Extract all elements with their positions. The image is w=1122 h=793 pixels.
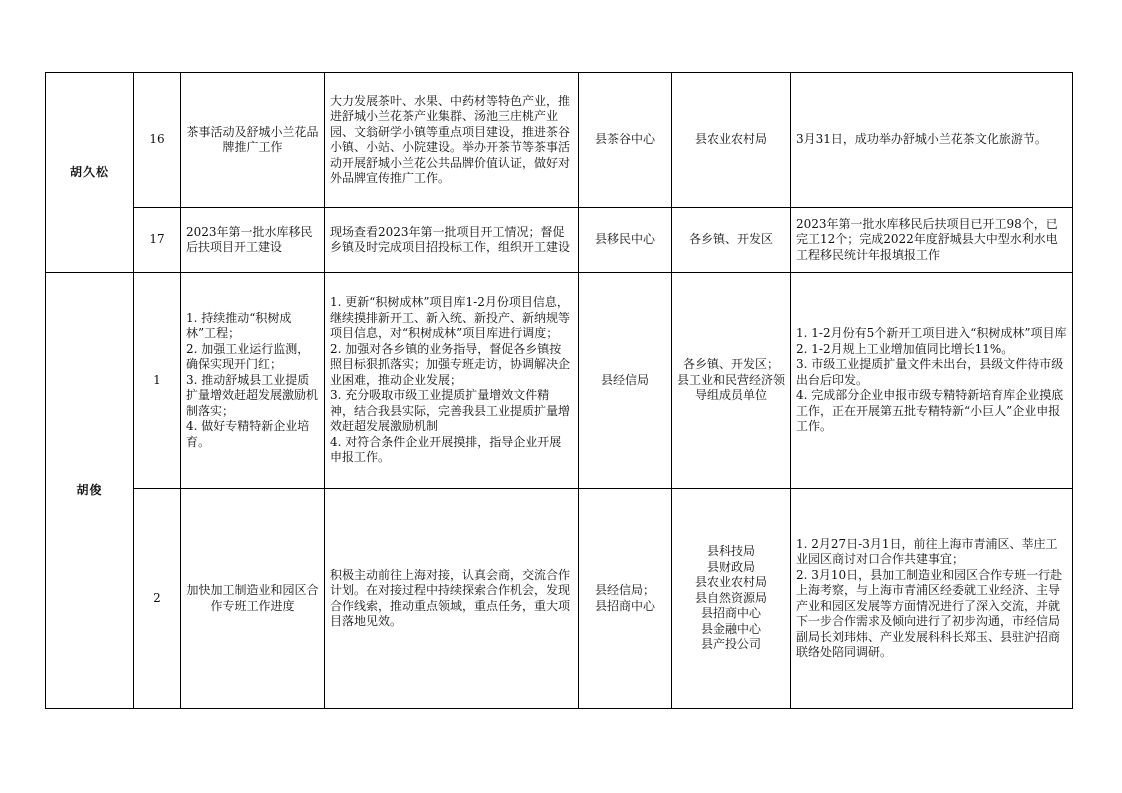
project-name: 茶事活动及舒城小兰花品牌推广工作 — [181, 73, 325, 208]
item-number: 16 — [134, 73, 181, 208]
cooperating-unit: 各乡镇、开发区 — [672, 208, 791, 273]
leader-name: 胡俊 — [46, 273, 134, 709]
progress-status: 1. 2月27日-3月1日，前往上海市青浦区、莘庄工业园区商讨对口合作共建事宜； 2. 3月10日，县加工制造业和园区合作专班一行赴上海考察，与上海市青浦区经委就工业经济、主导产业和园区发展等方面情况进行了深入交流，并就下一步合作需求及倾向进行了初步沟通，市经信局副局长刘玮炜、产业发展科科长郑玉、县驻沪招商联络处陪同调研。 — [791, 489, 1073, 709]
table-row — [46, 489, 1073, 709]
work-progress-table — [45, 72, 1073, 709]
leader-name: 胡久松 — [46, 73, 134, 273]
item-number: 2 — [134, 489, 181, 709]
project-name: 加快加工制造业和园区合作专班工作进度 — [181, 489, 325, 709]
item-number: 17 — [134, 208, 181, 273]
cooperating-unit: 县农业农村局 — [672, 73, 791, 208]
lead-unit: 县移民中心 — [579, 208, 672, 273]
work-content: 大力发展茶叶、水果、中药材等特色产业，推进舒城小兰花茶产业集群、汤池三庄桃产业园、文翁研学小镇等重点项目建设，推进茶谷小镇、小站、小院建设。举办开茶节等茶事活动开展舒城小兰花公共品牌价值认证，做好对外品牌宣传推广工作。 — [325, 73, 579, 208]
table-row — [46, 73, 1073, 208]
cooperating-unit: 各乡镇、开发区； 县工业和民营经济领导组成员单位 — [672, 273, 791, 489]
work-content: 1. 更新“积树成林”项目库1-2月份项目信息，继续摸排新开工、新入统、新投产、新纳规等项目信息，对“积树成林”项目库进行调度； 2. 加强对各乡镇的业务指导，督促各乡镇按照目标狠抓落实；加强专班走访，协调解决企业困难，推动企业发展； 3. 充分吸取市级工业提质扩量增效文件精神，结合我县实际，完善我县工业提质扩量增效赶超发展激励机制 4. 对符合条件企业开展摸排，指导企业开展申报工作。 — [325, 273, 579, 489]
work-content: 积极主动前往上海对接，认真会商，交流合作计划。在对接过程中持续探索合作机会，发现合作线索，推动重点领域，重点任务，重大项目落地见效。 — [325, 489, 579, 709]
progress-status: 1. 1-2月份有5个新开工项目进入“积树成林”项目库 2. 1-2月规上工业增加值同比增长11%。 3. 市级工业提质扩量文件未出台，县级文件待市级出台后印发。 4. 完成部分企业申报市级专精特新培育库企业摸底工作，正在开展第五批专精特新“小巨人”企业申报工作。 — [791, 273, 1073, 489]
project-name: 1. 持续推动“积树成林”工程； 2. 加强工业运行监测，确保实现开门红； 3. 推动舒城县工业提质扩量增效赶超发展激励机制落实； 4. 做好专精特新企业培育。 — [181, 273, 325, 489]
progress-status: 3月31日，成功举办舒城小兰花茶文化旅游节。 — [791, 73, 1073, 208]
lead-unit: 县经信局 — [579, 273, 672, 489]
work-content: 现场查看2023年第一批项目开工情况；督促乡镇及时完成项目招投标工作，组织开工建设 — [325, 208, 579, 273]
progress-status: 2023年第一批水库移民后扶项目已开工98个，已完工12个；完成2022年度舒城县大中型水利水电工程移民统计年报填报工作 — [791, 208, 1073, 273]
lead-unit: 县经信局； 县招商中心 — [579, 489, 672, 709]
lead-unit: 县茶谷中心 — [579, 73, 672, 208]
item-number: 1 — [134, 273, 181, 489]
cooperating-unit: 县科技局 县财政局 县农业农村局 县自然资源局 县招商中心 县金融中心 县产投公司 — [672, 489, 791, 709]
table-row — [46, 273, 1073, 489]
project-name: 2023年第一批水库移民后扶项目开工建设 — [181, 208, 325, 273]
table-row — [46, 208, 1073, 273]
